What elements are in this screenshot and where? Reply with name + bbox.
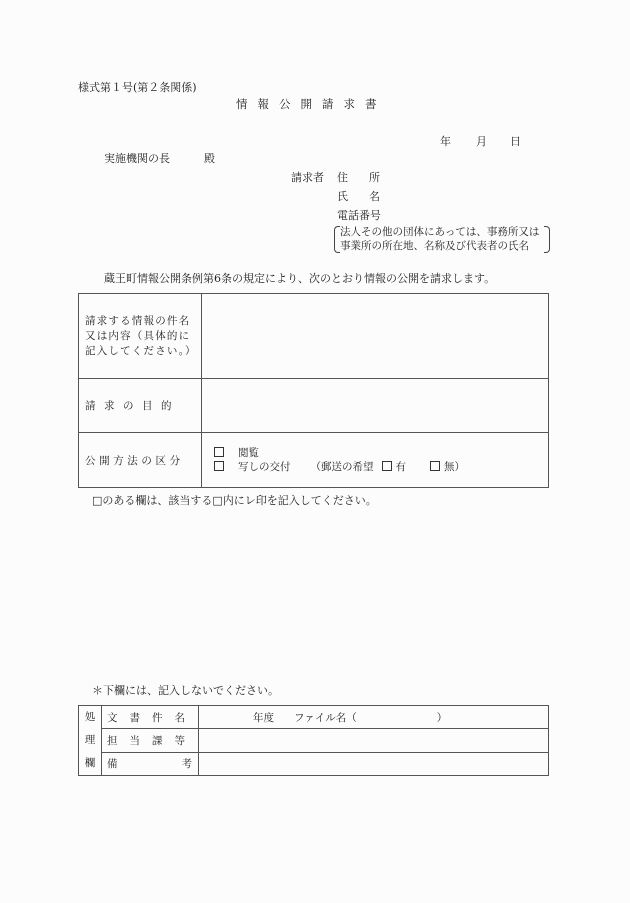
remarks-char-1: 備: [107, 758, 118, 771]
table-row-method: [79, 433, 549, 488]
file-name-close: ）: [436, 711, 448, 724]
dept-field: [199, 729, 549, 752]
table-row-doc: [79, 706, 549, 729]
check-instruction: □のある欄は、該当する□内にレ印を記入してください。: [92, 494, 377, 507]
heading-char-1: 処: [84, 711, 96, 723]
heading-char-3: 欄: [84, 757, 96, 769]
corporate-note-text: [340, 225, 539, 253]
purpose-label: 請求の目的: [85, 400, 180, 412]
note-line-2: 事業所の所在地、名称及び代表者の氏名: [340, 240, 529, 252]
note-line-1: 法人その他の団体にあっては、事務所又は: [340, 226, 540, 238]
requester-name-label: [337, 191, 380, 202]
option-view-row: [214, 446, 548, 460]
mail-label: 郵送の希望: [321, 461, 374, 473]
fiscal-year-label: 年度: [253, 711, 274, 724]
addressee-name: 実施機関の長: [104, 152, 170, 165]
view-checkbox[interactable]: [214, 447, 224, 457]
remarks-char-2: 考: [181, 758, 192, 771]
mail-no-checkbox[interactable]: [430, 461, 440, 471]
office-use-table: [78, 705, 549, 776]
addressee: [104, 153, 215, 164]
paren-open: （: [310, 461, 321, 473]
form-number: 様式第１号(第２条関係): [78, 81, 197, 94]
subject-label-cell: [79, 294, 202, 379]
doc-label-cell: [102, 706, 199, 729]
subject-label: 請求する情報の件名又は内容（具体的に記入してください。）: [85, 314, 197, 357]
table-row-subject: [79, 294, 549, 379]
doc-field: [199, 706, 549, 729]
date-year: 年: [440, 135, 451, 148]
corporate-note: [334, 225, 550, 253]
office-use-heading: [79, 706, 102, 776]
bracket-right: [544, 226, 550, 253]
date-day: 日: [510, 135, 521, 148]
requester-address-label: [337, 172, 380, 183]
option-copy-row: [214, 460, 548, 474]
date-month: 月: [476, 135, 487, 148]
name-char-2: 名: [369, 190, 380, 203]
mail-yes-label: 有: [395, 461, 406, 473]
table-row-dept: [79, 729, 549, 752]
subject-field[interactable]: [202, 294, 549, 379]
requester-phone-label: 電話番号: [337, 209, 381, 222]
addressee-suffix: 殿: [204, 152, 215, 165]
doc-label: 文書件名: [107, 711, 197, 724]
purpose-field[interactable]: [202, 379, 549, 433]
remarks-field: [199, 752, 549, 775]
method-options: [202, 433, 549, 488]
intro-text: 蔵王町情報公開条例第6条の規定により、次のとおり情報の公開を請求します。: [104, 272, 496, 285]
requester-label: 請求者: [291, 171, 324, 184]
office-use-notice: ＊下欄には、記入しないでください。: [92, 684, 279, 697]
date-line: [440, 136, 521, 147]
request-table: [78, 293, 549, 488]
dept-label: 担当課等: [107, 734, 197, 747]
mail-no-label: 無: [444, 461, 455, 473]
address-char-2: 所: [369, 171, 380, 184]
option-view-label: 閲覧: [238, 447, 259, 459]
paren-close: ）: [454, 461, 465, 473]
table-row-remarks: [79, 752, 549, 775]
dept-label-cell: [102, 729, 199, 752]
method-label: 公開方法の区分: [85, 454, 184, 467]
option-copy-label: 写しの交付: [238, 461, 291, 473]
method-label-cell: [79, 433, 202, 488]
heading-char-2: 理: [84, 734, 96, 746]
page-title: 情報公開請求書: [236, 97, 387, 111]
mail-yes-checkbox[interactable]: [382, 461, 392, 471]
file-name-label: ファイル名（: [294, 711, 357, 724]
table-row-purpose: [79, 379, 549, 433]
address-char-1: 住: [337, 171, 348, 184]
purpose-label-cell: [79, 379, 202, 433]
remarks-label-cell: [102, 752, 199, 775]
copy-checkbox[interactable]: [214, 461, 224, 471]
name-char-1: 氏: [337, 190, 348, 203]
